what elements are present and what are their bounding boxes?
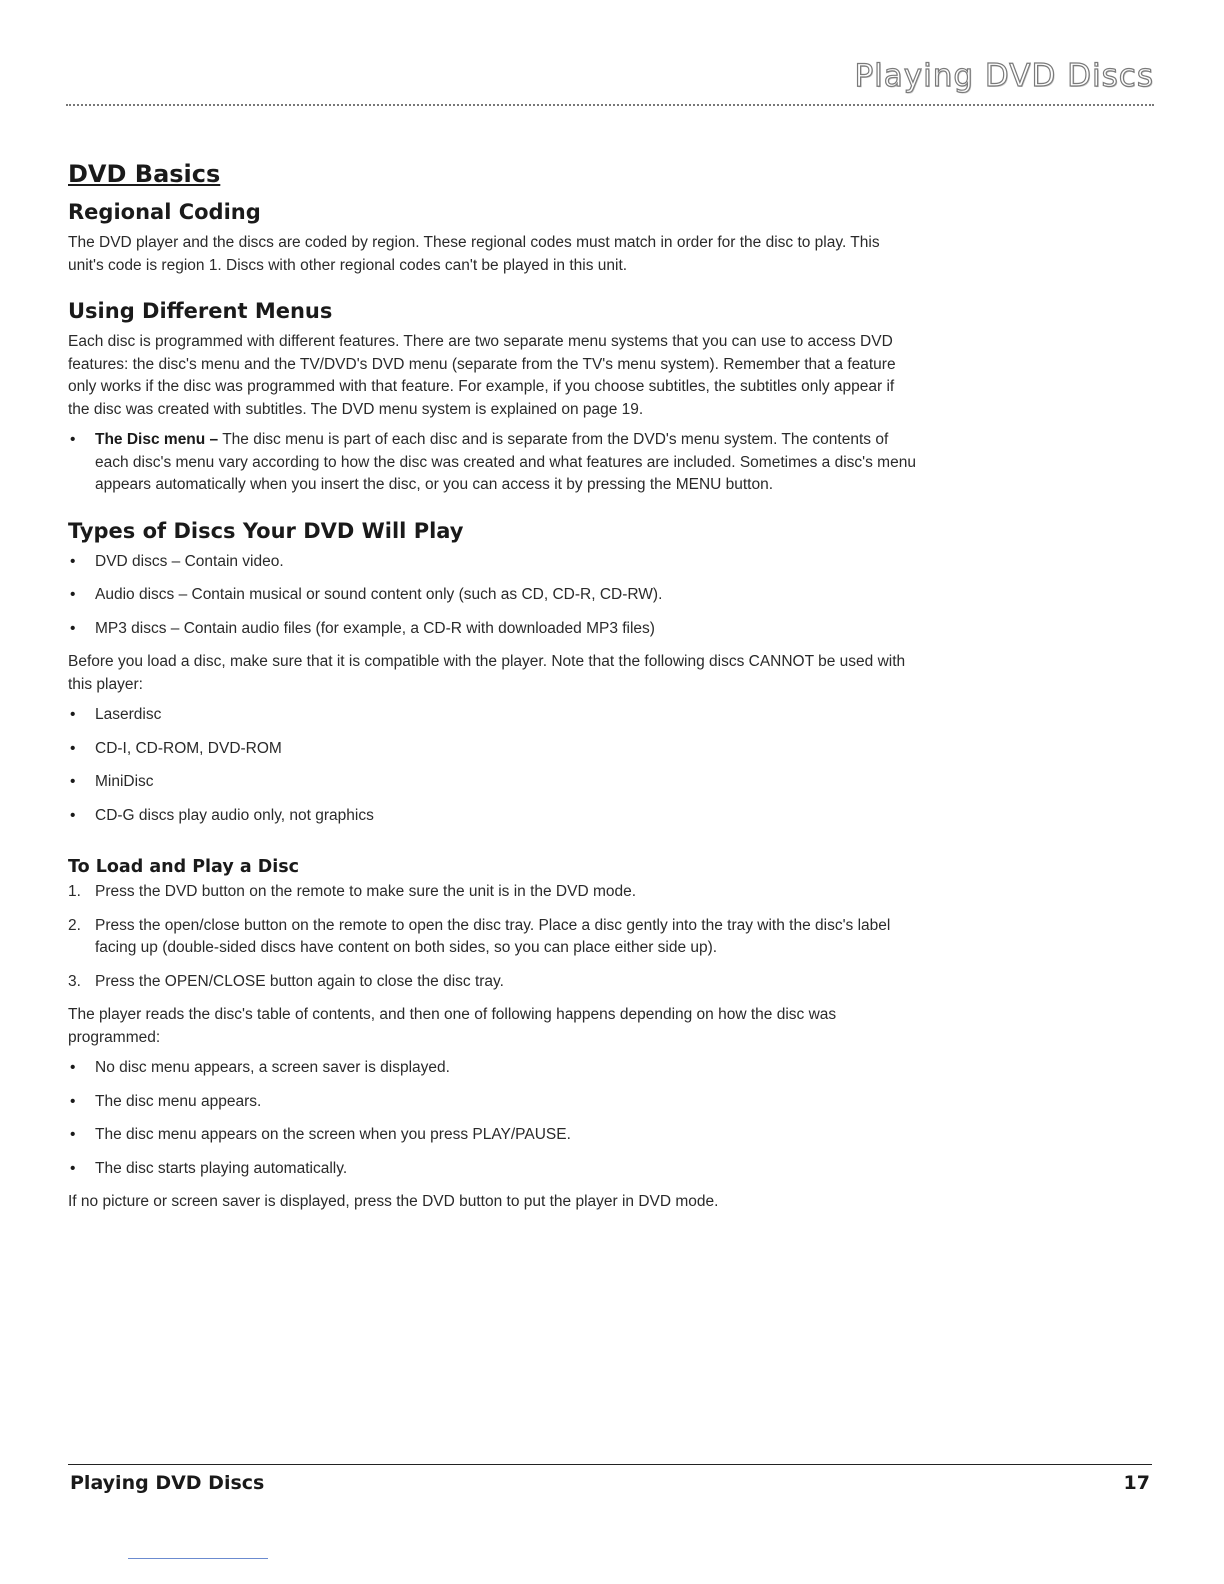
step-text: Press the DVD button on the remote to make sure the unit is in the DVD mode.: [95, 883, 637, 900]
step-text: Press the open/close button on the remote to open the disc tray. Place a disc gently into the tray with the disc's label facing up (double-sided discs have content on both sides, so you can place either side up).: [95, 916, 891, 956]
list-item: • Laserdisc: [68, 704, 918, 727]
step-number: 3.: [68, 972, 81, 990]
troubleshoot-text: If no picture or screen saver is displayed, press the DVD button to put the player in DVD mode.: [68, 1193, 719, 1210]
list-item: • MiniDisc: [68, 771, 918, 794]
load-play-heading: To Load and Play a Disc: [68, 857, 300, 877]
outcomes-list: [68, 1057, 918, 1180]
list-item: • Audio discs – Contain musical or sound content only (such as CD, CD-R, CD-RW).: [68, 584, 918, 607]
page-header-title: Playing DVD Discs: [854, 58, 1154, 94]
using-menus-heading: Using Different Menus: [68, 299, 333, 323]
list-item: [68, 881, 918, 904]
list-item: • No disc menu appears, a screen saver is displayed.: [68, 1057, 918, 1080]
unsupported-discs-list: [68, 704, 918, 827]
list-item: • The disc menu appears on the screen when you press PLAY/PAUSE.: [68, 1124, 918, 1147]
footer-section-title: Playing DVD Discs: [70, 1472, 265, 1494]
list-item: • DVD discs – Contain video.: [68, 551, 918, 574]
after-load-text: The player reads the disc's table of contents, and then one of following happens depending on how the disc was programmed:: [68, 1006, 837, 1046]
step-text: Press the OPEN/CLOSE button again to close the disc tray.: [95, 972, 504, 990]
page-number: 17: [1123, 1472, 1150, 1494]
disc-menu-term: The Disc menu –: [95, 431, 219, 448]
list-item: • MP3 discs – Contain audio files (for example, a CD-R with downloaded MP3 files): [68, 618, 918, 641]
step-number: 1.: [68, 883, 81, 900]
footer-divider: [68, 1464, 1152, 1465]
step-number: 2.: [68, 916, 81, 934]
disc-types-heading: Types of Discs Your DVD Will Play: [68, 518, 464, 543]
header-divider: [66, 104, 1154, 106]
load-steps-list: [68, 881, 918, 993]
list-item: • CD-I, CD-ROM, DVD-ROM: [68, 738, 918, 761]
list-item: [68, 971, 918, 994]
list-item: • The disc menu appears.: [68, 1091, 918, 1114]
playable-discs-list: [68, 551, 918, 641]
compatibility-note: Before you load a disc, make sure that it is compatible with the player. Note that the following discs CANNOT be used with this player:: [68, 653, 906, 693]
regional-coding-heading: Regional Coding: [68, 200, 261, 224]
section-title: DVD Basics: [68, 160, 221, 188]
using-menus-text: Each disc is programmed with different features. There are two separate menu systems that you can use to access DVD features: the disc's menu and the TV/DVD's DVD menu (separate from the TV's menu system). Remember that a feature only works if the disc was programmed with that feature. For example, if you choose subtitles, the subtitles only appear if the disc was created with subtitles. The DVD menu system is explained on page 19.: [68, 333, 896, 418]
list-item: [68, 915, 918, 960]
scan-edge-line: [128, 1558, 268, 1559]
disc-menu-list: [68, 429, 918, 497]
regional-coding-text: The DVD player and the discs are coded by region. These regional codes must match in order for the disc to play. This unit's code is region 1. Discs with other regional codes can't be played in this unit.: [68, 234, 880, 274]
list-item: [68, 429, 918, 497]
list-item: • CD-G discs play audio only, not graphics: [68, 805, 918, 828]
main-content: [68, 160, 918, 1222]
list-item: • The disc starts playing automatically.: [68, 1158, 918, 1181]
disc-menu-description: The disc menu is part of each disc and is separate from the DVD's menu system. The contents of each disc's menu vary according to how the disc was created and what features are included. Sometimes a disc's menu appears automatically when you insert the disc, or you can access it by pressing the MENU button.: [95, 431, 916, 493]
